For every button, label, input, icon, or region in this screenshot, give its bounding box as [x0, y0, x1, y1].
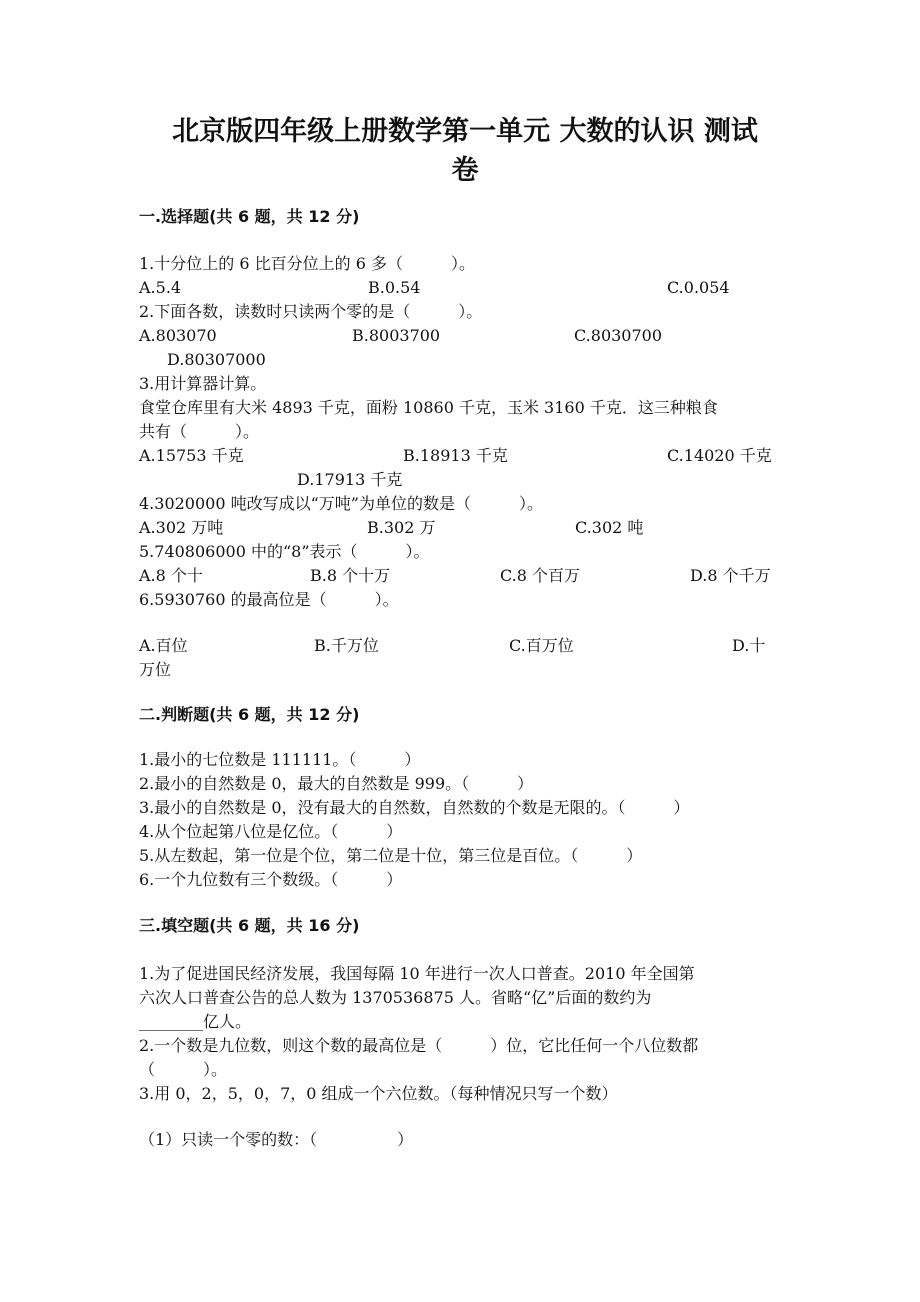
fill-line-2: 六次人口普查公告的总人数为 1370536875 人。省略“亿”后面的数约为	[139, 988, 652, 1007]
question-5-option-c: C.8 个百万	[500, 566, 581, 585]
question-2-option-c: C.8030700	[574, 326, 663, 345]
question-1-option-c: C.0.054	[667, 278, 730, 297]
section-heading-judgement: 二.判断题(共 6 题，共 12 分)	[139, 705, 360, 724]
question-6-option-d-cont: 万位	[139, 660, 172, 679]
fill-line-3: ________亿人。	[139, 1012, 252, 1031]
judgement-item-3: 3.最小的自然数是 0，没有最大的自然数，自然数的个数是无限的。（ ）	[139, 798, 690, 817]
judgement-item-2: 2.最小的自然数是 0，最大的自然数是 999。（ ）	[139, 774, 534, 793]
fill-line-6: 3.用 0，2，5，0，7，0 组成一个六位数。（每种情况只写一个数）	[139, 1084, 618, 1103]
question-2-option-a: A.803070	[139, 326, 217, 345]
question-5-option-b: B.8 个十万	[310, 566, 391, 585]
question-3-context: 食堂仓库里有大米 4893 千克，面粉 10860 千克，玉米 3160 千克．这三种粮食	[139, 398, 718, 417]
fill-line-5: （ ）。	[139, 1060, 228, 1079]
question-3-context-cont: 共有（ ）。	[139, 422, 260, 441]
question-1-stem: 1.十分位上的 6 比百分位上的 6 多（ ）。	[139, 254, 475, 273]
section-heading-fill: 三.填空题(共 6 题，共 16 分)	[139, 916, 360, 935]
fill-line-4: 2.一个数是九位数，则这个数的最高位是（ ）位，它比任何一个八位数都	[139, 1036, 699, 1055]
question-4-option-b: B.302 万	[367, 518, 436, 537]
question-6-option-c: C.百万位	[509, 636, 574, 655]
question-3-option-a: A.15753 千克	[139, 446, 244, 465]
question-3-option-b: B.18913 千克	[403, 446, 508, 465]
question-5-option-a: A.8 个十	[139, 566, 203, 585]
question-6-stem: 6.5930760 的最高位是（ ）。	[139, 590, 399, 609]
question-2-stem: 2.下面各数，读数时只读两个零的是（ ）。	[139, 302, 483, 321]
question-2-option-d: D.80307000	[167, 350, 266, 369]
question-6-option-d: D.十	[732, 636, 766, 655]
title-line-1: 北京版四年级上册数学第一单元 大数的认识 测试	[172, 116, 758, 147]
question-6-option-a: A.百位	[139, 636, 188, 655]
section-heading-choice: 一.选择题(共 6 题，共 12 分)	[139, 207, 360, 226]
fill-line-1: 1.为了促进国民经济发展，我国每隔 10 年进行一次人口普查。2010 年全国第	[139, 964, 695, 983]
question-3-option-c: C.14020 千克	[667, 446, 772, 465]
judgement-item-4: 4.从个位起第八位是亿位。（ ）	[139, 822, 403, 841]
question-2-option-b: B.8003700	[352, 326, 441, 345]
document-title	[150, 112, 780, 190]
question-4-stem: 4.3020000 吨改写成以“万吨”为单位的数是（ ）。	[139, 494, 543, 513]
question-3-option-d: D.17913 千克	[297, 470, 403, 489]
question-5-option-d: D.8 个千万	[690, 566, 771, 585]
question-1-option-a: A.5.4	[139, 278, 182, 297]
question-1-option-b: B.0.54	[368, 278, 421, 297]
question-6-option-b: B.千万位	[314, 636, 379, 655]
judgement-item-5: 5.从左数起，第一位是个位，第二位是十位，第三位是百位。（ ）	[139, 846, 643, 865]
fill-line-7: （1）只读一个零的数：（ ）	[139, 1130, 414, 1149]
title-line-2: 卷	[451, 155, 479, 186]
question-4-option-c: C.302 吨	[575, 518, 644, 537]
question-4-option-a: A.302 万吨	[139, 518, 224, 537]
question-5-stem: 5.740806000 中的“8”表示（ ）。	[139, 542, 430, 561]
question-3-stem: 3.用计算器计算。	[139, 374, 267, 393]
judgement-item-1: 1.最小的七位数是 111111。（ ）	[139, 750, 421, 769]
judgement-item-6: 6.一个九位数有三个数级。（ ）	[139, 870, 403, 889]
